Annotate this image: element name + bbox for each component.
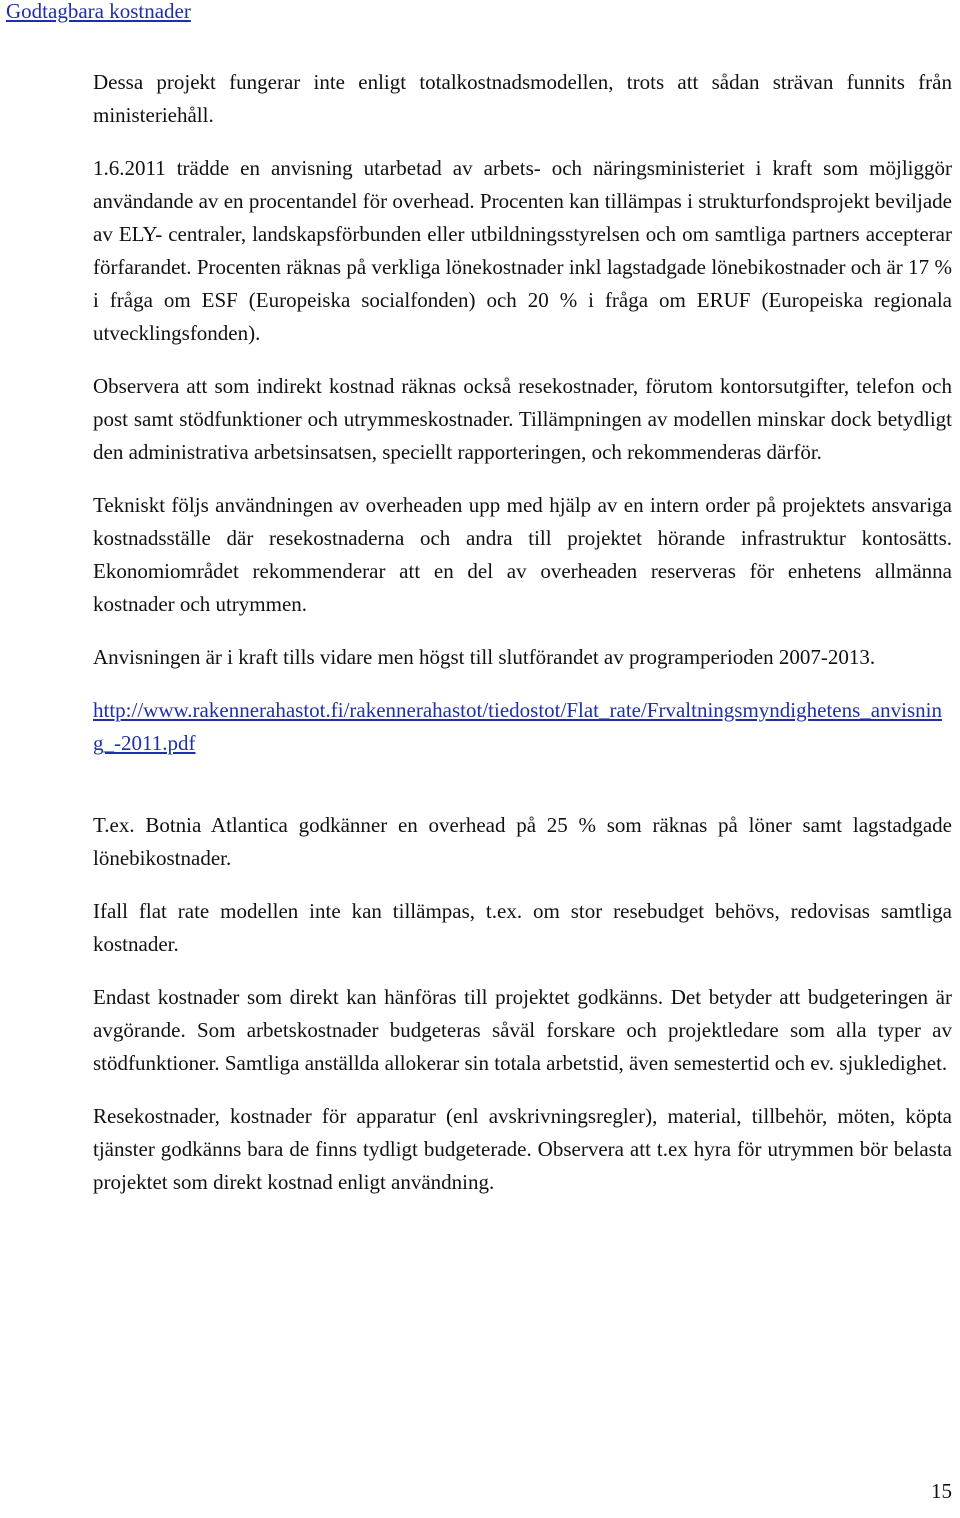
page-number: 15	[931, 1479, 952, 1503]
document-body	[93, 66, 952, 1199]
page-title-link[interactable]: Godtagbara kostnader	[6, 0, 191, 23]
paragraph-anvisning: 1.6.2011 trädde en anvisning utarbetad av arbets- och näringsministeriet i kraft som möjliggör användande av en procentandel för overhead. Procenten kan tillämpas i strukturfondsprojekt beviljade av ELY- centraler, landskapsförbunden eller utbildningsstyrelsen och om samtliga partners accepterar förfarandet. Procenten räknas på verkliga lönekostnader inkl lagstadgade lönebikostnader och är 17 % i fråga om ESF (Europeiska socialfonden) och 20 % i fråga om ERUF (Europeiska regionala utvecklingsfonden).	[93, 156, 952, 345]
link-paragraph	[93, 694, 952, 760]
paragraph-observera: Observera att som indirekt kostnad räknas också resekostnader, förutom kontorsutgifter, telefon och post samt stödfunktioner och utrymmeskostnader. Tillämpningen av modellen minskar dock betydligt den administrativa arbetsinsatsen, speciellt rapporteringen, och rekommenderas därför.	[93, 374, 952, 464]
paragraph-flat-rate: Ifall flat rate modellen inte kan tillämpas, t.ex. om stor resebudget behövs, redovisas samtliga kostnader.	[93, 899, 952, 956]
paragraph-anvisningen-kraft: Anvisningen är i kraft tills vidare men högst till slutförandet av programperioden 2007-2013.	[93, 645, 876, 669]
paragraph-endast-kostnader: Endast kostnader som direkt kan hänföras till projektet godkänns. Det betyder att budgeteringen är avgörande. Som arbetskostnader budgeteras såväl forskare och projektledare som alla typer av stödfunktioner. Samtliga anställda allokerar sin totala arbetstid, även semestertid och ev. sjukledighet.	[93, 985, 952, 1075]
anvisning-pdf-link[interactable]: http://www.rakennerahastot.fi/rakennerahastot/tiedostot/Flat_rate/Frvaltningsmyndighetens_anvisning_-2011.pdf	[93, 698, 942, 755]
paragraph-resekostnader: Resekostnader, kostnader för apparatur (enl avskrivningsregler), material, tillbehör, möten, köpta tjänster godkänns bara de finns tydligt budgeterade. Observera att t.ex hyra för utrymmen bör belasta projektet som direkt kostnad enligt användning.	[93, 1104, 952, 1194]
paragraph-tekniskt: Tekniskt följs användningen av overheaden upp med hjälp av en intern order på projektets ansvariga kostnadsställe där resekostnaderna och andra till projektet hörande infrastruktur kontosätts. Ekonomiområdet rekommenderar att en del av overheaden reserveras för enhetens allmänna kostnader och utrymmen.	[93, 493, 952, 616]
paragraph-ministry-intro: Dessa projekt fungerar inte enligt totalkostnadsmodellen, trots att sådan strävan funnits från ministeriehåll.	[93, 70, 952, 127]
paragraph-botnia-atlantica: T.ex. Botnia Atlantica godkänner en overhead på 25 % som räknas på löner samt lagstadgade lönebikostnader.	[93, 813, 952, 870]
